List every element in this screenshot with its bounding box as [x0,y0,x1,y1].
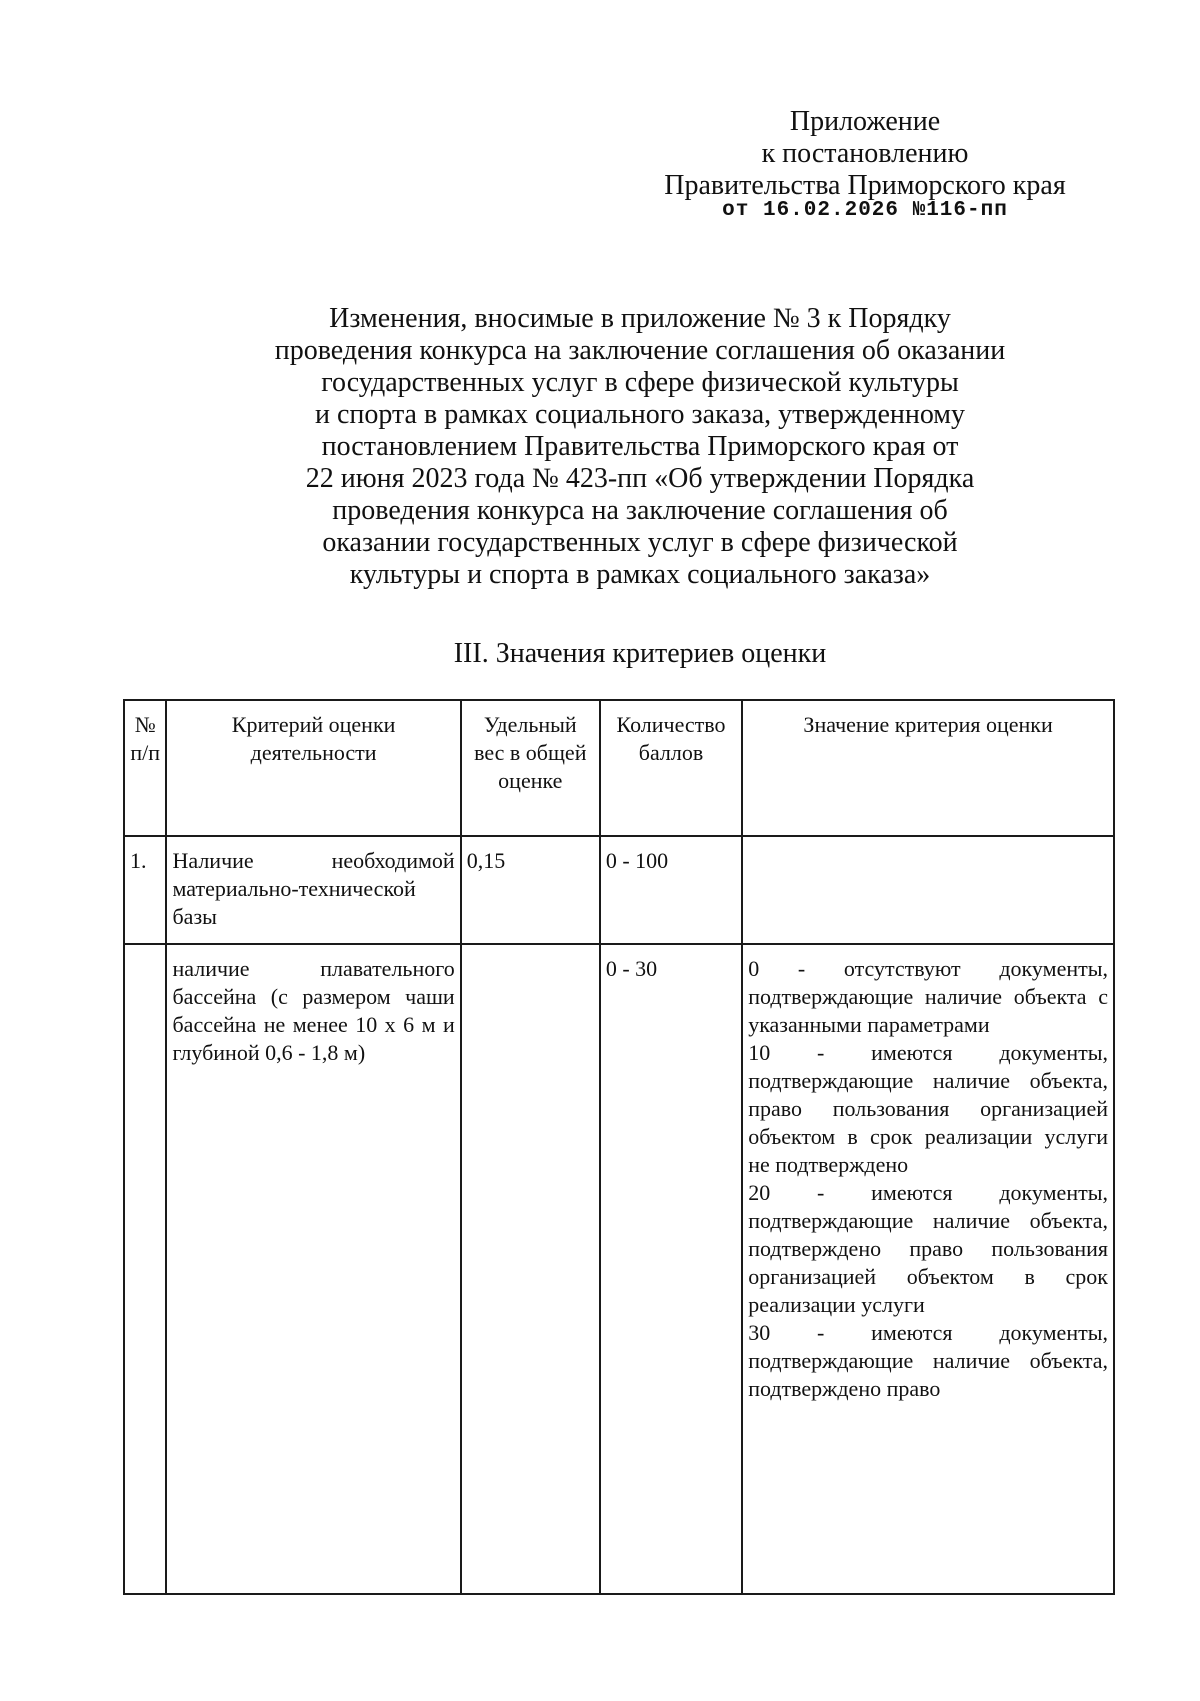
title-line: 22 июня 2023 года № 423-пп «Об утверждении Порядка [305,463,975,494]
value-option: 10 - имеются документы, подтверждающие наличие объекта, право пользования организацией объектом в срок реализации услуги не подтверждено [748,1040,1108,1177]
row-number-cell: 1. [124,836,166,944]
header-line-appendix: Приложение [789,106,941,137]
section-heading: III. Значения критериев оценки [453,638,827,669]
title-line: оказании государственных услуг в сфере физической [322,527,958,558]
table-row [124,836,1114,944]
weight-cell [461,944,600,1594]
value-option: 30 - имеются документы, подтверждающие наличие объекта, подтверждено право [748,1320,1108,1401]
title-line: постановлением Правительства Приморского края от [321,431,959,462]
header-cell-weight: Удельный вес в общей оценке [461,700,600,836]
title-line: культуры и спорта в рамках социального заказа» [349,559,931,590]
table-row [124,944,1114,1594]
header-cell-number: № п/п [124,700,166,836]
title-line: государственных услуг в сфере физической культуры [321,367,959,398]
document-title [200,303,1080,591]
title-line: и спорта в рамках социального заказа, утвержденному [314,399,966,430]
value-cell [742,944,1114,1594]
header-date-stamp: от 16.02.2026 №116-пп [722,199,1008,222]
weight-cell: 0,15 [461,836,600,944]
header-cell-points: Количество баллов [600,700,742,836]
criteria-table [123,699,1115,1595]
title-line: Изменения, вносимые в приложение № 3 к Порядку [329,303,951,334]
header-cell-value: Значение критерия оценки [742,700,1114,836]
header-cell-criterion: Критерий оценки деятельности [166,700,460,836]
points-cell: 0 - 100 [600,836,742,944]
criterion-cell: наличие плавательного бассейна (с размером чаши бассейна не менее 10 x 6 м и глубиной 0,6 - 1,8 м) [166,944,460,1594]
header-line-resolution: к постановлению [761,138,969,169]
value-option: 0 - отсутствуют документы, подтверждающие наличие объекта с указанными параметрами [748,956,1108,1037]
row-number-cell [124,944,166,1594]
header-line-government: Правительства Приморского края [664,170,1066,201]
table-header-row [124,700,1114,836]
points-cell: 0 - 30 [600,944,742,1594]
title-line: проведения конкурса на заключение соглашения об оказании [274,335,1006,366]
value-option: 20 - имеются документы, подтверждающие наличие объекта, подтверждено право пользования организацией объектом в срок реализации услуги [748,1180,1108,1317]
title-line: проведения конкурса на заключение соглашения об [332,495,948,526]
appendix-header [655,106,1075,222]
criterion-cell: Наличие необходимой материально-технической базы [166,836,460,944]
value-cell [742,836,1114,944]
